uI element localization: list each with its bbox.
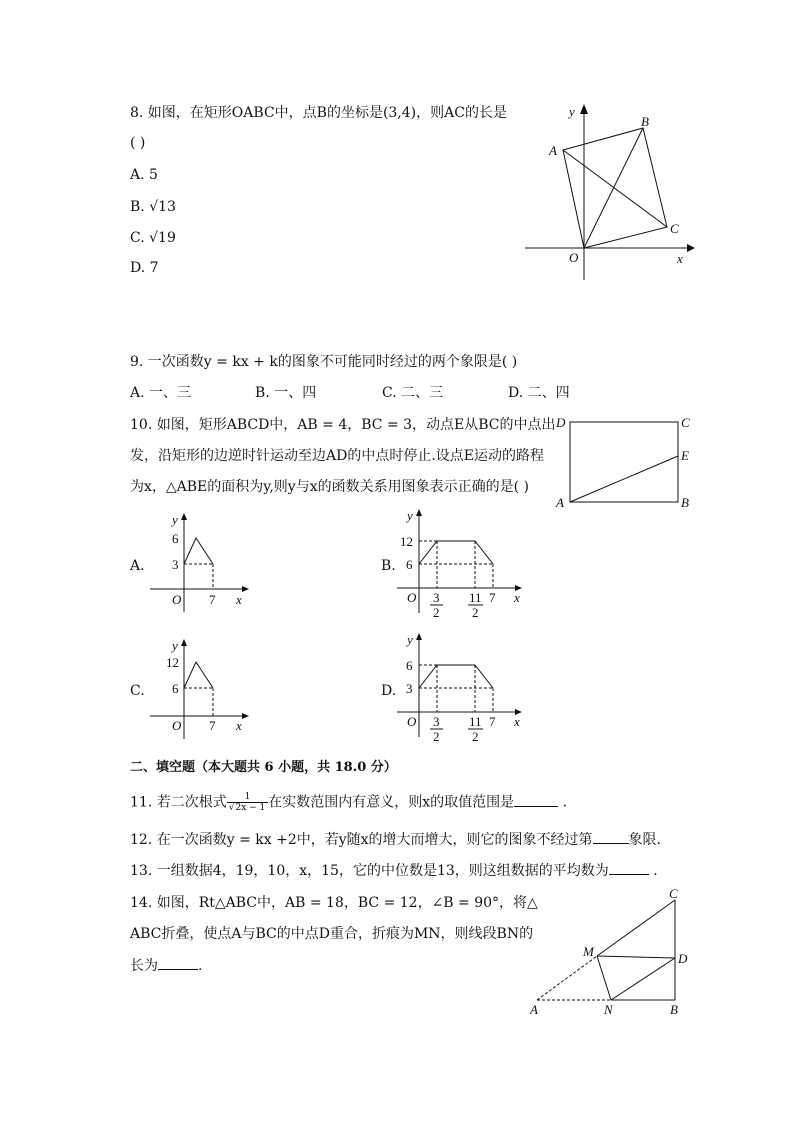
q14-label-a: A [530, 1002, 538, 1017]
q14-line2: ABC折叠，使点A与BC的中点D重合，折痕为MN，则线段BN的 [130, 926, 534, 942]
graph-a-xtick-7: 7 [209, 592, 216, 607]
graph-b-y: y [407, 508, 413, 523]
q10-option-a-label: A. [130, 558, 145, 574]
q8-label-b: B [641, 114, 649, 129]
q9-option-b: B. 一、四 [255, 385, 317, 401]
graph-d-ytick-6: 6 [406, 658, 413, 673]
q11-post: 在实数范围内有意义，则x的取值范围是 [268, 794, 515, 811]
section-title: 二、填空题（本大题共 6 小题，共 18.0 分） [130, 760, 397, 775]
q14-label-c: C [669, 886, 678, 901]
graph-d-origin: O [407, 714, 417, 729]
graph-b-ytick-12: 12 [400, 534, 413, 549]
q11-denominator: 2x − 1 [235, 803, 266, 813]
q8-label-a: A [549, 143, 557, 158]
q13 [130, 862, 658, 880]
q13-answer-blank[interactable] [609, 862, 649, 875]
q14-label-b: B [670, 1002, 678, 1017]
graph-c-x: x [236, 718, 242, 733]
graph-c-xtick-7: 7 [209, 718, 216, 733]
q9-stem: 9. 一次函数y = kx + k的图象不可能同时经过的两个象限是( ) [130, 354, 518, 370]
q10-option-b-label: B. [381, 558, 396, 574]
q13-end: . [648, 863, 658, 879]
q10-line1: 10. 如图，矩形ABCD中，AB = 4，BC = 3，动点E从BC的中点出 [130, 417, 556, 433]
graph-d-xtick-2b: 2 [472, 729, 479, 744]
q10-line2: 发，沿矩形的边逆时针运动至边AD的中点时停止.设点E运动的路程 [130, 448, 545, 464]
graph-c-ytick-6: 6 [172, 681, 179, 696]
q8-label-x: x [677, 251, 683, 266]
graph-a-x: x [236, 592, 242, 607]
q14-line3-pre: 长为 [130, 958, 158, 974]
q11 [130, 792, 567, 813]
q14-line1: 14. 如图，Rt△ABC中，AB = 18，BC = 12，∠B = 90°，将△ [130, 895, 538, 911]
q12-answer-blank[interactable] [593, 831, 629, 844]
graph-b-xtick-3: 3 [433, 590, 440, 605]
q10-graph-a [150, 512, 255, 612]
q10-figure [552, 410, 702, 515]
q10-label-a: A [556, 495, 564, 510]
graph-a-ytick-3: 3 [172, 557, 179, 572]
q10-label-d: D [556, 415, 566, 430]
q8-label-y: y [569, 104, 575, 119]
q9-option-a: A. 一、三 [130, 385, 192, 401]
q12-pre: 12. 在一次函数y = kx +2中，若y随x的增大而增大，则它的图象不经过第 [130, 832, 593, 848]
graph-d-ytick-3: 3 [406, 681, 413, 696]
q8-figure [515, 100, 705, 285]
graph-b-ytick-6: 6 [406, 557, 413, 572]
q9-option-d: D. 二、四 [508, 385, 570, 401]
graph-b-xtick-11: 11 [469, 590, 482, 605]
graph-d-y: y [407, 632, 413, 647]
q11-numerator: 1 [227, 792, 269, 803]
q10-graph-c [150, 636, 255, 741]
graph-c-origin: O [172, 718, 182, 733]
q8-paren: ( ) [130, 135, 146, 151]
q12-post: 象限. [628, 832, 661, 848]
q10-line3: 为x，△ABE的面积为y,则y与x的函数关系用图象表示正确的是( ) [130, 479, 529, 495]
q10-graph-d [397, 632, 527, 744]
graph-a-origin: O [172, 592, 182, 607]
q10-label-b: B [681, 495, 689, 510]
q11-answer-blank[interactable] [514, 794, 558, 807]
graph-c-y: y [172, 638, 178, 653]
q11-fraction: $\frac{1}{√2x - 1}$ [227, 792, 269, 813]
graph-d-xtick-7: 7 [489, 714, 496, 729]
q14-line3 [130, 957, 202, 975]
q10-option-c-label: C. [130, 683, 145, 699]
q8-option-d: D. 7 [130, 260, 159, 276]
q11-pre: 11. 若二次根式 [130, 794, 227, 811]
q8-stem: 8. 如图，在矩形OABC中，点B的坐标是(3,4)，则AC的长是 [130, 105, 507, 121]
graph-d-xtick-3: 3 [433, 714, 440, 729]
q10-label-c: C [681, 415, 690, 430]
q8-label-c: C [670, 221, 679, 236]
graph-b-xtick-2b: 2 [472, 605, 479, 620]
q8-option-a: A. 5 [130, 167, 158, 183]
q14-line3-end: . [198, 958, 203, 974]
q13-pre: 13. 一组数据4，19，10，x，15，它的中位数是13，则这组数据的平均数为 [130, 863, 609, 879]
q12 [130, 831, 661, 849]
q8-option-c: C. √19 [130, 230, 176, 246]
q9-option-c: C. 二、三 [382, 385, 444, 401]
q14-label-m: M [583, 944, 594, 959]
q14-figure [525, 886, 705, 1022]
graph-a-ytick-6: 6 [172, 531, 179, 546]
graph-a-y: y [172, 512, 178, 527]
q10-graph-b [397, 508, 527, 618]
graph-b-xtick-7: 7 [489, 590, 496, 605]
q8-label-o: O [569, 250, 579, 265]
q14-answer-blank[interactable] [158, 957, 198, 970]
q14-label-n: N [604, 1002, 613, 1017]
graph-d-x: x [514, 714, 520, 729]
graph-d-xtick-2a: 2 [433, 729, 440, 744]
graph-d-xtick-11: 11 [469, 714, 482, 729]
q11-end: . [558, 794, 568, 811]
q10-label-e: E [681, 448, 689, 463]
q10-option-d-label: D. [381, 683, 397, 699]
graph-b-origin: O [407, 590, 417, 605]
graph-b-xtick-2a: 2 [433, 605, 440, 620]
graph-c-ytick-12: 12 [166, 655, 179, 670]
graph-b-x: x [514, 590, 520, 605]
q8-option-b: B. √13 [130, 199, 176, 215]
q14-label-d: D [678, 951, 688, 966]
